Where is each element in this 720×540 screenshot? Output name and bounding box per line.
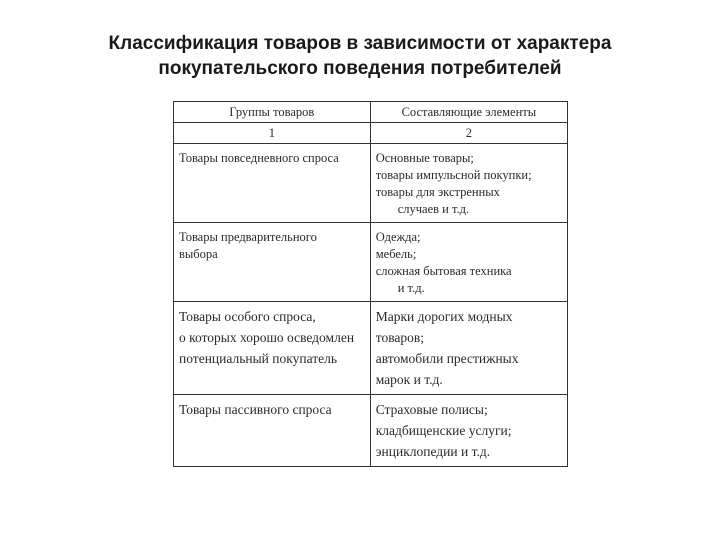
elements-text: Марки дорогих модных [375, 309, 513, 324]
table-header-row [174, 102, 568, 123]
group-text: Товары повседневного спроса [179, 151, 339, 165]
elements-cell [370, 302, 567, 395]
elements-text: энциклопедии и т.д. [375, 444, 491, 459]
classification-table [173, 101, 568, 467]
elements-text: товаров; [375, 330, 425, 345]
elements-cell [370, 395, 567, 467]
column-number-1: 1 [174, 123, 371, 144]
elements-text: марок и т.д. [375, 372, 443, 387]
group-cell [174, 395, 371, 467]
group-text: выбора [179, 247, 218, 261]
group-cell [174, 302, 371, 395]
elements-text: сложная бытовая техника [375, 264, 512, 278]
elements-text: кладбищенские услуги; [375, 423, 512, 438]
group-text: потенциальный покупатель [179, 351, 338, 366]
elements-text: Одежда; [375, 230, 421, 244]
elements-text: Страховые полисы; [375, 402, 488, 417]
column-number-2: 2 [370, 123, 567, 144]
elements-cell [370, 144, 567, 223]
group-text: Товары предварительного [179, 230, 317, 244]
column-header-elements: Составляющие элементы [370, 102, 567, 123]
column-header-groups: Группы товаров [174, 102, 371, 123]
elements-text: и т.д. [397, 281, 425, 295]
elements-text: автомобили престижных [375, 351, 519, 366]
table-number-row [174, 123, 568, 144]
group-cell [174, 223, 371, 302]
elements-text: мебель; [375, 247, 417, 261]
elements-text: случаев и т.д. [397, 202, 470, 216]
page-title-line-1: Классификация товаров в зависимости от характера [108, 33, 612, 54]
elements-text: товары импульсной покупки; [375, 168, 532, 182]
elements-text: Основные товары; [375, 151, 474, 165]
group-text: Товары пассивного спроса [179, 402, 332, 417]
group-cell [174, 144, 371, 223]
page-title-line-2: покупательского поведения потребителей [158, 58, 562, 79]
table-row [174, 302, 568, 395]
page-title [40, 31, 680, 81]
table-row [174, 223, 568, 302]
group-text: Товары особого спроса, [179, 309, 316, 324]
elements-cell [370, 223, 567, 302]
table-row [174, 395, 568, 467]
table-row [174, 144, 568, 223]
group-text: о которых хорошо осведомлен [179, 330, 355, 345]
elements-text: товары для экстренных [375, 185, 500, 199]
